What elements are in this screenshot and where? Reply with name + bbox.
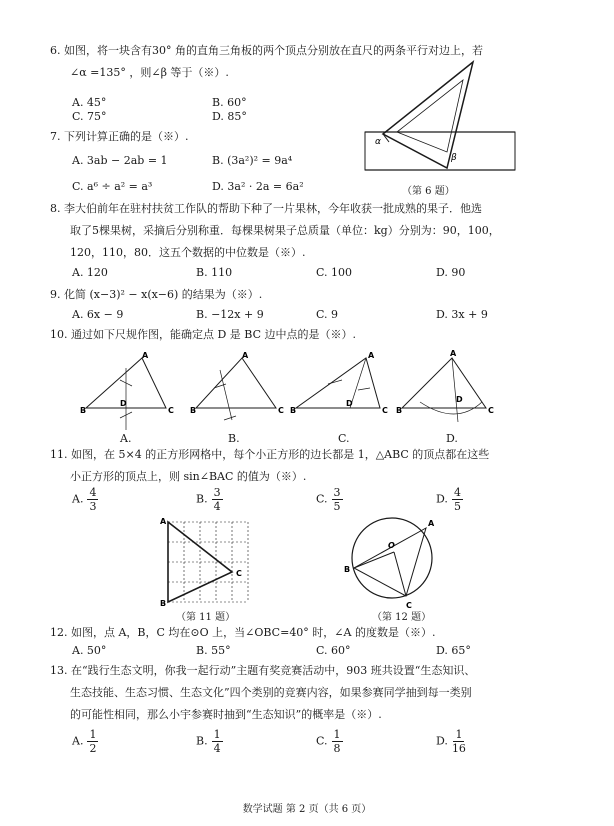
svg-text:B: B [344, 565, 351, 574]
q12-option-c[interactable]: C. 60° [316, 644, 351, 657]
q10-option-b[interactable]: B. [228, 432, 240, 445]
svg-text:C: C [168, 406, 174, 415]
q6-option-b[interactable]: B. 60° [212, 96, 247, 109]
svg-text:C: C [488, 406, 494, 415]
q10-figures [80, 350, 500, 440]
q10-option-c[interactable]: C. [338, 432, 350, 445]
question-9-text: 9. 化简 (x−3)² − x(x−6) 的结果为（※）. [50, 288, 263, 301]
question-11-text-2: 小正方形的顶点上，则 sin∠BAC 的值为（※）. [70, 470, 307, 483]
q10-figure-a [80, 351, 174, 430]
svg-text:A: A [450, 350, 457, 358]
q12-circle-figure [342, 512, 442, 612]
q8-option-c[interactable]: C. 100 [316, 266, 353, 279]
question-8-text-3: 120，110，80．这五个数据的中位数是（※）. [70, 246, 306, 259]
q7-option-a[interactable]: A. 3ab − 2ab = 1 [72, 154, 168, 167]
q7-option-c[interactable]: C. a⁶ ÷ a² = a³ [72, 180, 153, 193]
q11-option-d[interactable]: D. $\frac{4}{5}$ [436, 486, 461, 513]
q13-option-d[interactable]: D. $\frac{1}{16}$ [436, 728, 466, 755]
svg-text:B: B [190, 406, 197, 415]
q11-option-c[interactable]: C. $\frac{3}{5}$ [316, 486, 341, 513]
question-13-text-2: 生态技能、生态习惯、生态文化”四个类别的竞赛内容，如果参赛同学抽到每一类别 [70, 686, 472, 699]
q10-option-d[interactable]: D. [446, 432, 458, 445]
q9-option-a[interactable]: A. 6x − 9 [72, 308, 124, 321]
svg-text:B: B [290, 406, 297, 415]
svg-text:A: A [142, 351, 149, 360]
svg-text:D: D [346, 399, 353, 408]
q6-option-a[interactable]: A. 45° [72, 96, 107, 109]
q12-option-d[interactable]: D. 65° [436, 644, 471, 657]
q11-option-a[interactable]: A. $\frac{4}{3}$ [72, 486, 97, 513]
question-11 [50, 444, 580, 488]
question-7-text: 7. 下列计算正确的是（※）. [50, 130, 189, 143]
question-13-text-3: 的可能性相同，那么小宇参赛时抽到“生态知识”的概率是（※）. [70, 708, 382, 721]
set-square [383, 62, 473, 168]
q11-caption: （第 11 题） [176, 612, 236, 623]
page-footer: 数学试题 第 2 页（共 6 页） [242, 804, 372, 815]
question-12 [50, 622, 550, 644]
question-6-text: 6. 如图，将一块含有30° 角的直角三角板的两个顶点分别放在直尺的两条平行对边上，若 [50, 44, 483, 57]
beta-label: β [451, 153, 457, 163]
svg-text:C: C [236, 569, 242, 578]
svg-text:B: B [396, 406, 403, 415]
svg-text:D: D [120, 399, 127, 408]
svg-text:A: A [160, 517, 167, 526]
q10-figure-d [396, 350, 494, 422]
q13-option-c[interactable]: C. $\frac{1}{8}$ [316, 728, 341, 755]
q6-figure [355, 60, 525, 180]
q7-option-d[interactable]: D. 3a² · 2a = 6a² [212, 180, 304, 193]
svg-text:A: A [242, 351, 249, 360]
svg-text:O: O [388, 541, 395, 550]
question-8-text: 8. 李大伯前年在驻村扶贫工作队的帮助下种了一片果林，今年收获一批成熟的果子．他选 [50, 202, 482, 215]
q13-option-b[interactable]: B. $\frac{1}{4}$ [196, 728, 221, 755]
svg-text:A: A [368, 351, 375, 360]
svg-text:B: B [160, 599, 167, 606]
q8-option-a[interactable]: A. 120 [72, 266, 108, 279]
question-8-text-2: 取了5棵果树，采摘后分别称重．每棵果树果子总质量（单位：kg）分别为：90，100， [70, 224, 500, 237]
svg-text:C: C [382, 406, 388, 415]
q6-option-d[interactable]: D. 85° [212, 110, 247, 123]
question-12-text: 12. 如图，点 A，B，C 均在⊙O 上，当∠OBC=40° 时，∠A 的度数是（※）. [50, 626, 436, 639]
question-10-text: 10. 通过如下尺规作图，能确定点 D 是 BC 边中点的是（※）. [50, 328, 356, 341]
question-10 [50, 324, 550, 346]
q9-option-d[interactable]: D. 3x + 9 [436, 308, 488, 321]
q12-option-a[interactable]: A. 50° [72, 644, 107, 657]
q7-option-b[interactable]: B. (3a²)² = 9a⁴ [212, 154, 293, 167]
q11-grid-figure [148, 516, 258, 606]
q6-caption: （第 6 题） [402, 186, 455, 197]
question-8 [50, 198, 580, 264]
svg-text:C: C [278, 406, 284, 415]
question-13 [50, 660, 580, 726]
q8-option-d[interactable]: D. 90 [436, 266, 466, 279]
question-6-text-2: ∠α =135° ，则∠β 等于（※）. [70, 66, 229, 79]
q13-option-a[interactable]: A. $\frac{1}{2}$ [72, 728, 97, 755]
q9-option-b[interactable]: B. −12x + 9 [196, 308, 264, 321]
svg-text:A: A [428, 519, 435, 528]
q10-figure-b [190, 351, 284, 420]
q6-option-c[interactable]: C. 75° [72, 110, 107, 123]
svg-text:D: D [456, 395, 463, 404]
q10-option-a[interactable]: A. [120, 432, 132, 445]
question-7 [50, 126, 550, 148]
svg-text:B: B [80, 406, 87, 415]
q8-option-b[interactable]: B. 110 [196, 266, 233, 279]
q11-option-b[interactable]: B. $\frac{3}{4}$ [196, 486, 221, 513]
q10-figure-c [290, 351, 388, 415]
question-11-text: 11. 如图，在 5×4 的正方形网格中，每个小正方形的边长都是 1，△ABC 的顶点都在这些 [50, 448, 490, 461]
alpha-label: α [375, 137, 381, 147]
svg-text:C: C [406, 601, 412, 610]
q12-caption: （第 12 题） [372, 612, 432, 623]
q9-option-c[interactable]: C. 9 [316, 308, 339, 321]
question-9 [50, 284, 550, 306]
question-13-text: 13. 在“践行生态文明，你我一起行动”主题有奖竞赛活动中，903 班共设置“生态知识、 [50, 664, 476, 677]
q12-option-b[interactable]: B. 55° [196, 644, 231, 657]
